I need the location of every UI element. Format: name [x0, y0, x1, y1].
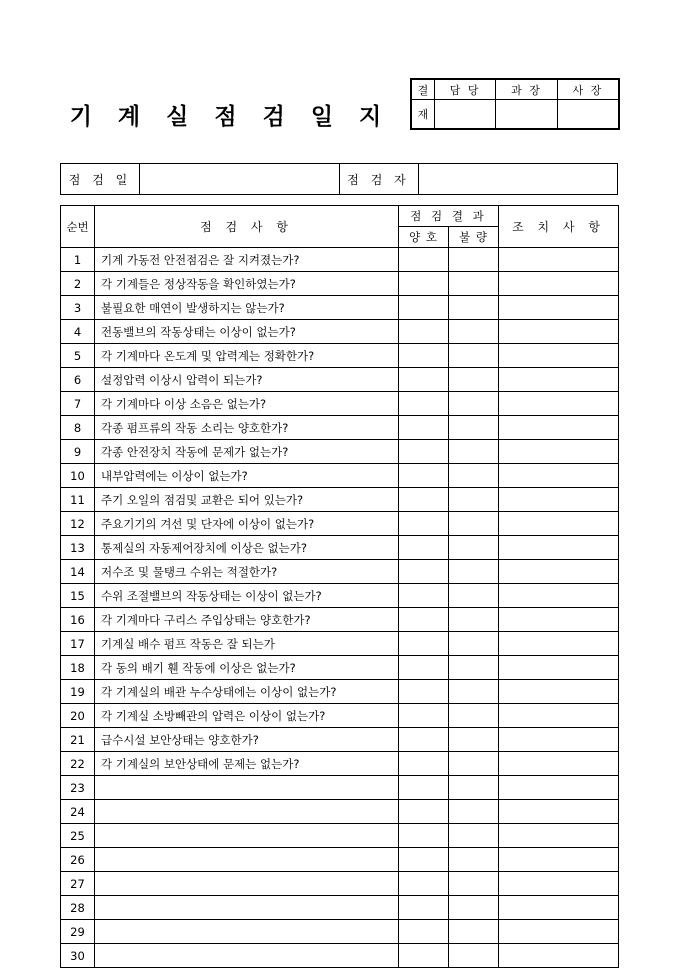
row-action-cell[interactable]	[499, 368, 619, 392]
row-number: 21	[61, 728, 95, 752]
row-inspection-item: 각 기계실의 보안상태에 문제는 없는가?	[95, 752, 399, 776]
row-inspection-item	[95, 848, 399, 872]
row-result-ok-cell[interactable]	[399, 440, 449, 464]
table-row	[61, 536, 619, 560]
row-result-ng-cell[interactable]	[449, 248, 499, 272]
table-row	[61, 656, 619, 680]
row-result-ok-cell[interactable]	[399, 944, 449, 968]
table-row	[61, 416, 619, 440]
header-item: 점 검 사 항	[95, 206, 399, 248]
row-number: 22	[61, 752, 95, 776]
row-inspection-item	[95, 800, 399, 824]
header-ng: 불 량	[449, 227, 499, 248]
row-number: 11	[61, 488, 95, 512]
row-result-ng-cell[interactable]	[449, 488, 499, 512]
row-result-ok-cell[interactable]	[399, 512, 449, 536]
row-result-ng-cell[interactable]	[449, 800, 499, 824]
inspector-value[interactable]	[418, 164, 618, 195]
row-result-ok-cell[interactable]	[399, 656, 449, 680]
approval-header-1: 과 장	[496, 80, 557, 100]
row-result-ok-cell[interactable]	[399, 896, 449, 920]
row-result-ok-cell[interactable]	[399, 776, 449, 800]
row-result-ok-cell[interactable]	[399, 704, 449, 728]
table-row	[61, 248, 619, 272]
row-number: 20	[61, 704, 95, 728]
row-action-cell[interactable]	[499, 512, 619, 536]
row-number: 19	[61, 680, 95, 704]
row-number: 7	[61, 392, 95, 416]
header-ok: 양 호	[399, 227, 449, 248]
row-result-ok-cell[interactable]	[399, 248, 449, 272]
table-row	[61, 752, 619, 776]
row-result-ng-cell[interactable]	[449, 536, 499, 560]
row-inspection-item: 저수조 및 물탱크 수위는 적절한가?	[95, 560, 399, 584]
row-result-ok-cell[interactable]	[399, 752, 449, 776]
row-result-ok-cell[interactable]	[399, 536, 449, 560]
table-header-row-1	[61, 206, 619, 227]
date-inspector-row	[60, 163, 618, 195]
table-row	[61, 512, 619, 536]
table-row	[61, 872, 619, 896]
row-number: 18	[61, 656, 95, 680]
row-result-ok-cell[interactable]	[399, 608, 449, 632]
row-result-ng-cell[interactable]	[449, 656, 499, 680]
row-number: 2	[61, 272, 95, 296]
row-result-ng-cell[interactable]	[449, 464, 499, 488]
row-number: 6	[61, 368, 95, 392]
table-row	[61, 848, 619, 872]
row-result-ok-cell[interactable]	[399, 272, 449, 296]
row-inspection-item: 수위 조절밸브의 작동상태는 이상이 없는가?	[95, 584, 399, 608]
row-action-cell[interactable]	[499, 536, 619, 560]
row-number: 17	[61, 632, 95, 656]
table-row	[61, 440, 619, 464]
row-number: 8	[61, 416, 95, 440]
row-result-ok-cell[interactable]	[399, 728, 449, 752]
row-inspection-item: 설정압력 이상시 압력이 되는가?	[95, 368, 399, 392]
row-number: 1	[61, 248, 95, 272]
row-action-cell[interactable]	[499, 920, 619, 944]
row-number: 27	[61, 872, 95, 896]
table-row	[61, 392, 619, 416]
checklist-table	[60, 205, 618, 968]
row-action-cell[interactable]	[499, 824, 619, 848]
row-number: 9	[61, 440, 95, 464]
row-result-ng-cell[interactable]	[449, 320, 499, 344]
row-result-ng-cell[interactable]	[449, 776, 499, 800]
table-row	[61, 800, 619, 824]
row-action-cell[interactable]	[499, 296, 619, 320]
row-result-ok-cell[interactable]	[399, 560, 449, 584]
table-row	[61, 488, 619, 512]
row-inspection-item: 각 기계들은 정상작동을 확인하였는가?	[95, 272, 399, 296]
row-result-ok-cell[interactable]	[399, 824, 449, 848]
inspection-date-label: 점 검 일	[61, 164, 140, 195]
row-number: 26	[61, 848, 95, 872]
header-result: 점 검 결 과	[399, 206, 499, 227]
row-result-ng-cell[interactable]	[449, 584, 499, 608]
table-row	[61, 560, 619, 584]
row-result-ok-cell[interactable]	[399, 584, 449, 608]
row-inspection-item: 급수시설 보안상태는 양호한가?	[95, 728, 399, 752]
approval-label-top: 결	[412, 80, 435, 100]
row-inspection-item: 통제실의 자동제어장치에 이상은 없는가?	[95, 536, 399, 560]
row-result-ng-cell[interactable]	[449, 848, 499, 872]
row-number: 25	[61, 824, 95, 848]
row-result-ok-cell[interactable]	[399, 368, 449, 392]
row-action-cell[interactable]	[499, 416, 619, 440]
row-result-ng-cell[interactable]	[449, 944, 499, 968]
table-row	[61, 680, 619, 704]
table-row	[61, 896, 619, 920]
row-inspection-item	[95, 776, 399, 800]
row-number: 3	[61, 296, 95, 320]
approval-stamp-box	[410, 78, 620, 130]
table-row	[61, 944, 619, 968]
row-inspection-item: 각 기계실 소방빼관의 압력은 이상이 없는가?	[95, 704, 399, 728]
row-result-ok-cell[interactable]	[399, 872, 449, 896]
row-result-ng-cell[interactable]	[449, 824, 499, 848]
row-inspection-item	[95, 920, 399, 944]
row-result-ng-cell[interactable]	[449, 512, 499, 536]
row-inspection-item: 각종 안전장치 작동에 문제가 없는가?	[95, 440, 399, 464]
row-result-ng-cell[interactable]	[449, 872, 499, 896]
row-action-cell[interactable]	[499, 680, 619, 704]
row-inspection-item: 각 기계마다 이상 소음은 없는가?	[95, 392, 399, 416]
row-result-ok-cell[interactable]	[399, 632, 449, 656]
row-number: 16	[61, 608, 95, 632]
row-number: 13	[61, 536, 95, 560]
row-result-ng-cell[interactable]	[449, 752, 499, 776]
row-action-cell[interactable]	[499, 704, 619, 728]
table-row	[61, 824, 619, 848]
header-action: 조 치 사 항	[499, 206, 619, 248]
row-inspection-item: 기계 가동전 안전점검은 잘 지켜졌는가?	[95, 248, 399, 272]
row-result-ng-cell[interactable]	[449, 296, 499, 320]
row-result-ng-cell[interactable]	[449, 392, 499, 416]
approval-sign-cell-2[interactable]	[557, 100, 618, 129]
row-result-ng-cell[interactable]	[449, 416, 499, 440]
table-row	[61, 776, 619, 800]
approval-sign-cell-0[interactable]	[435, 100, 496, 129]
row-action-cell[interactable]	[499, 248, 619, 272]
row-inspection-item: 각 기계마다 구리스 주입상태는 양호한가?	[95, 608, 399, 632]
row-action-cell[interactable]	[499, 488, 619, 512]
row-result-ng-cell[interactable]	[449, 368, 499, 392]
row-action-cell[interactable]	[499, 440, 619, 464]
row-action-cell[interactable]	[499, 728, 619, 752]
inspection-date-value[interactable]	[140, 164, 340, 195]
row-inspection-item: 각 기계실의 배관 누수상태에는 이상이 없는가?	[95, 680, 399, 704]
row-action-cell[interactable]	[499, 608, 619, 632]
row-number: 12	[61, 512, 95, 536]
row-action-cell[interactable]	[499, 656, 619, 680]
table-row	[61, 584, 619, 608]
row-number: 10	[61, 464, 95, 488]
row-result-ok-cell[interactable]	[399, 800, 449, 824]
row-inspection-item: 주요기기의 겨선 및 단자에 이상이 없는가?	[95, 512, 399, 536]
row-inspection-item	[95, 824, 399, 848]
row-result-ng-cell[interactable]	[449, 272, 499, 296]
page-title: 기 계 실 점 검 일 지	[69, 104, 391, 130]
table-row	[61, 272, 619, 296]
row-result-ng-cell[interactable]	[449, 728, 499, 752]
row-result-ng-cell[interactable]	[449, 560, 499, 584]
row-action-cell[interactable]	[499, 464, 619, 488]
row-result-ok-cell[interactable]	[399, 416, 449, 440]
approval-sign-cell-1[interactable]	[496, 100, 557, 129]
row-inspection-item: 내부압력에는 이상이 없는가?	[95, 464, 399, 488]
row-result-ok-cell[interactable]	[399, 680, 449, 704]
header-no: 순번	[61, 206, 95, 248]
table-row	[61, 320, 619, 344]
row-inspection-item	[95, 872, 399, 896]
row-number: 5	[61, 344, 95, 368]
row-number: 30	[61, 944, 95, 968]
table-row	[61, 920, 619, 944]
row-action-cell[interactable]	[499, 752, 619, 776]
approval-header-2: 사 장	[557, 80, 618, 100]
row-inspection-item: 각종 펌프류의 작동 소리는 양호한가?	[95, 416, 399, 440]
row-result-ng-cell[interactable]	[449, 440, 499, 464]
row-action-cell[interactable]	[499, 896, 619, 920]
row-action-cell[interactable]	[499, 632, 619, 656]
row-result-ok-cell[interactable]	[399, 392, 449, 416]
table-row	[61, 728, 619, 752]
row-action-cell[interactable]	[499, 872, 619, 896]
row-action-cell[interactable]	[499, 848, 619, 872]
row-number: 29	[61, 920, 95, 944]
row-result-ng-cell[interactable]	[449, 704, 499, 728]
row-result-ok-cell[interactable]	[399, 488, 449, 512]
row-action-cell[interactable]	[499, 800, 619, 824]
table-row	[61, 608, 619, 632]
row-inspection-item: 불필요한 매연이 발생하지는 않는가?	[95, 296, 399, 320]
row-inspection-item	[95, 944, 399, 968]
row-result-ng-cell[interactable]	[449, 608, 499, 632]
row-number: 14	[61, 560, 95, 584]
row-number: 15	[61, 584, 95, 608]
row-result-ng-cell[interactable]	[449, 896, 499, 920]
table-row	[61, 632, 619, 656]
row-result-ok-cell[interactable]	[399, 848, 449, 872]
row-result-ng-cell[interactable]	[449, 680, 499, 704]
row-inspection-item	[95, 896, 399, 920]
row-inspection-item: 전동밸브의 작동상태는 이상이 없는가?	[95, 320, 399, 344]
row-number: 23	[61, 776, 95, 800]
table-row	[61, 464, 619, 488]
row-action-cell[interactable]	[499, 944, 619, 968]
row-action-cell[interactable]	[499, 272, 619, 296]
row-action-cell[interactable]	[499, 320, 619, 344]
table-row	[61, 704, 619, 728]
table-row	[61, 368, 619, 392]
row-action-cell[interactable]	[499, 560, 619, 584]
row-result-ng-cell[interactable]	[449, 632, 499, 656]
row-action-cell[interactable]	[499, 584, 619, 608]
row-inspection-item: 기계실 배수 펌프 작동은 잘 되는가	[95, 632, 399, 656]
row-number: 24	[61, 800, 95, 824]
row-inspection-item: 주기 오일의 점검및 교환은 되어 있는가?	[95, 488, 399, 512]
row-result-ng-cell[interactable]	[449, 920, 499, 944]
row-number: 28	[61, 896, 95, 920]
row-result-ok-cell[interactable]	[399, 320, 449, 344]
row-result-ok-cell[interactable]	[399, 920, 449, 944]
row-inspection-item: 각 동의 배기 휀 작동에 이상은 없는가?	[95, 656, 399, 680]
inspector-label: 점 검 자	[339, 164, 418, 195]
row-action-cell[interactable]	[499, 392, 619, 416]
approval-header-0: 담 당	[435, 80, 496, 100]
row-result-ok-cell[interactable]	[399, 344, 449, 368]
approval-label-bottom: 재	[412, 100, 435, 129]
table-row	[61, 296, 619, 320]
row-inspection-item: 각 기계마다 온도계 및 압력계는 정확한가?	[95, 344, 399, 368]
row-result-ok-cell[interactable]	[399, 464, 449, 488]
row-action-cell[interactable]	[499, 776, 619, 800]
table-row	[61, 344, 619, 368]
row-result-ng-cell[interactable]	[449, 344, 499, 368]
row-number: 4	[61, 320, 95, 344]
row-action-cell[interactable]	[499, 344, 619, 368]
row-result-ok-cell[interactable]	[399, 296, 449, 320]
